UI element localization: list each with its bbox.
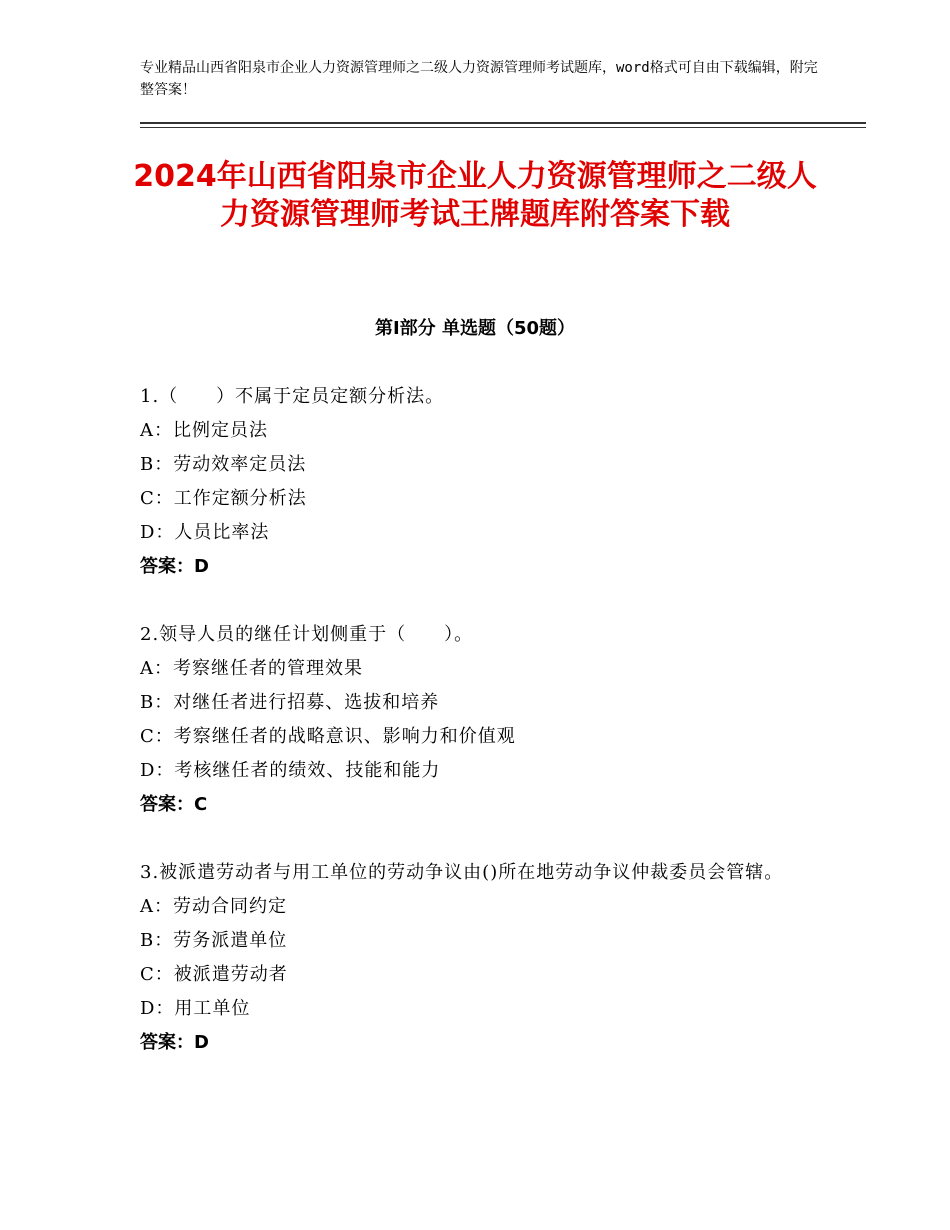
option-a: A：劳动合同约定 <box>140 896 287 917</box>
option-b: B：劳动效率定员法 <box>140 454 307 475</box>
question-2 <box>140 618 830 822</box>
header-note: 专业精品山西省阳泉市企业人力资源管理师之二级人力资源管理师考试题库，word格式可自由下载编辑，附完整答案！ <box>140 60 818 98</box>
question-stem: 1.（ ）不属于定员定额分析法。 <box>140 386 445 407</box>
option-a: A：考察继任者的管理效果 <box>140 658 363 679</box>
question-3 <box>140 856 830 1060</box>
answer: 答案：D <box>140 556 209 577</box>
option-b: B：劳务派遣单位 <box>140 930 288 951</box>
option-a: A：比例定员法 <box>140 420 268 441</box>
option-c: C：考察继任者的战略意识、影响力和价值观 <box>140 726 516 747</box>
option-d: D：考核继任者的绩效、技能和能力 <box>140 760 441 781</box>
section-title: 第Ⅰ部分 单选题（50题） <box>374 318 575 339</box>
question-stem: 2.领导人员的继任计划侧重于（ ）。 <box>140 624 474 645</box>
header-rule-thick <box>140 122 866 124</box>
option-c: C：被派遣劳动者 <box>140 964 288 985</box>
question-list <box>140 380 830 1060</box>
question-stem: 3.被派遣劳动者与用工单位的劳动争议由()所在地劳动争议仲裁委员会管辖。 <box>140 862 784 883</box>
option-b: B：对继任者进行招募、选拔和培养 <box>140 692 440 713</box>
option-d: D：人员比率法 <box>140 522 270 543</box>
answer: 答案：D <box>140 1032 209 1053</box>
option-d: D：用工单位 <box>140 998 251 1019</box>
header-rule-thin <box>140 127 866 128</box>
question-spacer <box>140 822 830 856</box>
document-title: 2024年山西省阳泉市企业人力资源管理师之二级人力资源管理师考试王牌题库附答案下载 <box>133 159 817 232</box>
option-c: C：工作定额分析法 <box>140 488 307 509</box>
answer: 答案：C <box>140 794 208 815</box>
question-spacer <box>140 584 830 618</box>
question-1 <box>140 380 830 584</box>
